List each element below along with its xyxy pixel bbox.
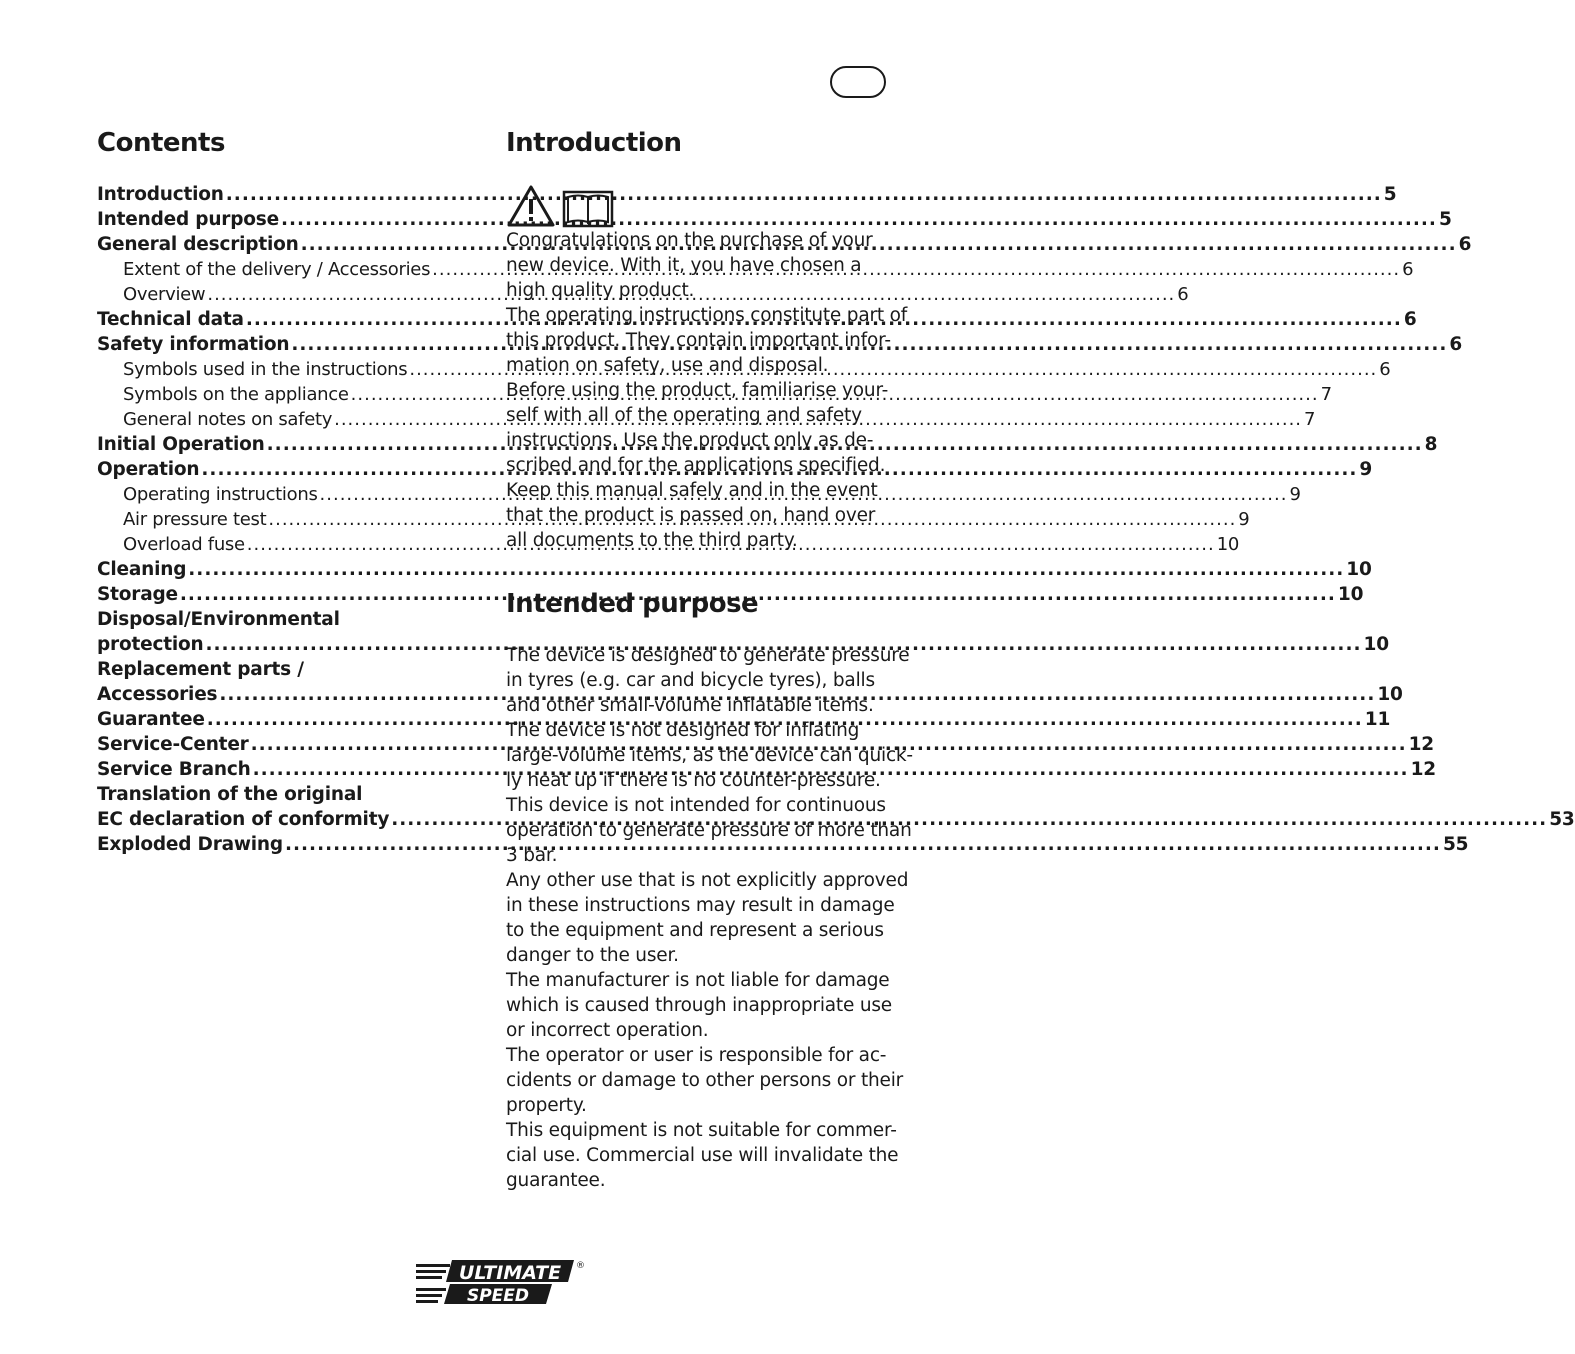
toc-label: Exploded Drawing bbox=[97, 834, 283, 855]
toc-page-number: 6 bbox=[1458, 234, 1472, 255]
toc-label: Air pressure test bbox=[123, 509, 267, 530]
toc-label: Service-Center bbox=[97, 734, 249, 755]
toc-label: protection bbox=[97, 634, 204, 655]
toc-page-number: 10 bbox=[1363, 634, 1389, 655]
text-line: Keep this manual safely and in the event bbox=[506, 480, 878, 501]
text-line: The device is not designed for inflating bbox=[506, 720, 860, 741]
text-line: all documents to the third party. bbox=[506, 530, 798, 551]
toc-label: Introduction bbox=[97, 184, 224, 205]
toc-page-number: 10 bbox=[1216, 534, 1240, 555]
toc-page-number: 9 bbox=[1238, 509, 1250, 530]
text-line: danger to the user. bbox=[506, 945, 679, 966]
text-line: ly heat up if there is no counter-pressure. bbox=[506, 770, 881, 791]
manual-book-icon bbox=[562, 190, 614, 228]
text-line: The device is designed to generate pressure bbox=[506, 645, 910, 666]
toc-entry bbox=[97, 207, 1452, 232]
text-line: Congratulations on the purchase of your bbox=[506, 230, 873, 251]
toc-page-number: 11 bbox=[1364, 709, 1391, 730]
toc-page-number: 6 bbox=[1379, 359, 1391, 380]
contents-heading: Contents bbox=[97, 128, 225, 158]
text-line: cial use. Commercial use will invalidate the bbox=[506, 1145, 899, 1166]
toc-page-number: 10 bbox=[1337, 584, 1364, 605]
text-line: in these instructions may result in damage bbox=[506, 895, 895, 916]
text-line: This device is not intended for continuous bbox=[506, 795, 886, 816]
toc-entry bbox=[97, 782, 479, 807]
text-line: instructions. Use the product only as de- bbox=[506, 430, 874, 451]
toc-page-number: 5 bbox=[1438, 209, 1452, 230]
registered-mark: ® bbox=[576, 1261, 585, 1271]
toc-label: Translation of the original bbox=[97, 784, 363, 805]
toc-page-number: 12 bbox=[1408, 734, 1434, 755]
introduction-text bbox=[506, 228, 908, 553]
text-line: The operator or user is responsible for ac- bbox=[506, 1045, 887, 1066]
toc-label: Initial Operation bbox=[97, 434, 265, 455]
toc-page-number: 7 bbox=[1320, 384, 1332, 405]
toc-label: EC declaration of conformity bbox=[97, 809, 390, 830]
text-line: The operating instructions constitute part of bbox=[506, 305, 908, 326]
toc-label: General notes on safety bbox=[123, 409, 333, 430]
text-column bbox=[506, 126, 913, 1193]
safety-icons bbox=[506, 182, 890, 228]
text-line: self with all of the operating and safety bbox=[506, 405, 862, 426]
toc-label: Technical data bbox=[97, 309, 244, 330]
toc-page-number: 10 bbox=[1377, 684, 1403, 705]
toc-label: Symbols on the appliance bbox=[123, 384, 349, 405]
text-line: This equipment is not suitable for commer- bbox=[506, 1120, 897, 1141]
text-line: The manufacturer is not liable for damage bbox=[506, 970, 890, 991]
toc-page-number: 53 bbox=[1549, 809, 1575, 830]
toc-entry bbox=[97, 657, 479, 682]
toc-page-number: 12 bbox=[1410, 759, 1436, 780]
toc-label: Safety information bbox=[97, 334, 290, 355]
toc-label: Guarantee bbox=[97, 709, 205, 730]
toc-label: Replacement parts / bbox=[97, 659, 304, 680]
text-line: this product. They contain important infor- bbox=[506, 330, 891, 351]
introduction-heading: Introduction bbox=[506, 128, 682, 158]
toc-page-number: 9 bbox=[1289, 484, 1301, 505]
text-line: guarantee. bbox=[506, 1170, 606, 1191]
toc-page-number: 9 bbox=[1359, 459, 1373, 480]
text-line: mation on safety, use and disposal. bbox=[506, 355, 829, 376]
text-line: Before using the product, familiarise your- bbox=[506, 380, 889, 401]
text-line: cidents or damage to other persons or their bbox=[506, 1070, 904, 1091]
toc-entry bbox=[97, 607, 479, 632]
toc-label: Cleaning bbox=[97, 559, 187, 580]
toc-entry bbox=[97, 557, 1372, 582]
toc-label: Overload fuse bbox=[123, 534, 245, 555]
text-line: property. bbox=[506, 1095, 587, 1116]
text-line: 3 bar. bbox=[506, 845, 558, 866]
text-line: high quality product. bbox=[506, 280, 695, 301]
toc-label: General description bbox=[97, 234, 299, 255]
toc-page-number: 6 bbox=[1402, 259, 1414, 280]
warning-triangle-icon bbox=[506, 184, 556, 228]
toc-page-number: 5 bbox=[1383, 184, 1397, 205]
toc-page-number: 10 bbox=[1346, 559, 1372, 580]
text-line: new device. With it, you have chosen a bbox=[506, 255, 862, 276]
text-line: and other small-volume inflatable items. bbox=[506, 695, 874, 716]
toc-page-number: 6 bbox=[1449, 334, 1463, 355]
toc-label: Accessories bbox=[97, 684, 218, 705]
text-line: which is caused through inappropriate use bbox=[506, 995, 892, 1016]
intended-purpose-heading: Intended purpose bbox=[506, 589, 759, 619]
language-badge bbox=[830, 66, 886, 98]
toc-label: Disposal/Environmental bbox=[97, 609, 340, 630]
toc-page-number: 8 bbox=[1424, 434, 1438, 455]
text-line: scribed and for the applications specified. bbox=[506, 455, 886, 476]
ultimate-speed-logo bbox=[416, 1256, 585, 1306]
toc-page-number: 6 bbox=[1403, 309, 1417, 330]
text-line: to the equipment and represent a serious bbox=[506, 920, 884, 941]
toc-label: Intended purpose bbox=[97, 209, 279, 230]
text-line: operation to generate pressure of more than bbox=[506, 820, 912, 841]
text-line: large-volume items, as the device can quick- bbox=[506, 745, 913, 766]
toc-label: Extent of the delivery / Accessories bbox=[123, 259, 431, 280]
text-line: Any other use that is not explicitly approved bbox=[506, 870, 909, 891]
toc-label: Operating instructions bbox=[123, 484, 318, 505]
toc-page-number: 55 bbox=[1442, 834, 1469, 855]
toc-page-number: 7 bbox=[1304, 409, 1316, 430]
text-line: or incorrect operation. bbox=[506, 1020, 709, 1041]
logo-text-top: ULTIMATE bbox=[458, 1262, 562, 1284]
text-line: in tyres (e.g. car and bicycle tyres), balls bbox=[506, 670, 875, 691]
toc-label: Operation bbox=[97, 459, 200, 480]
toc-label: Symbols used in the instructions bbox=[123, 359, 408, 380]
logo-text-bottom: SPEED bbox=[466, 1286, 530, 1306]
toc-label: Storage bbox=[97, 584, 178, 605]
text-line: that the product is passed on, hand over bbox=[506, 505, 876, 526]
intended-purpose-text bbox=[506, 643, 913, 1193]
toc-label: Service Branch bbox=[97, 759, 251, 780]
toc-label: Overview bbox=[123, 284, 206, 305]
toc-entry bbox=[97, 182, 1397, 207]
toc-page-number: 6 bbox=[1177, 284, 1189, 305]
